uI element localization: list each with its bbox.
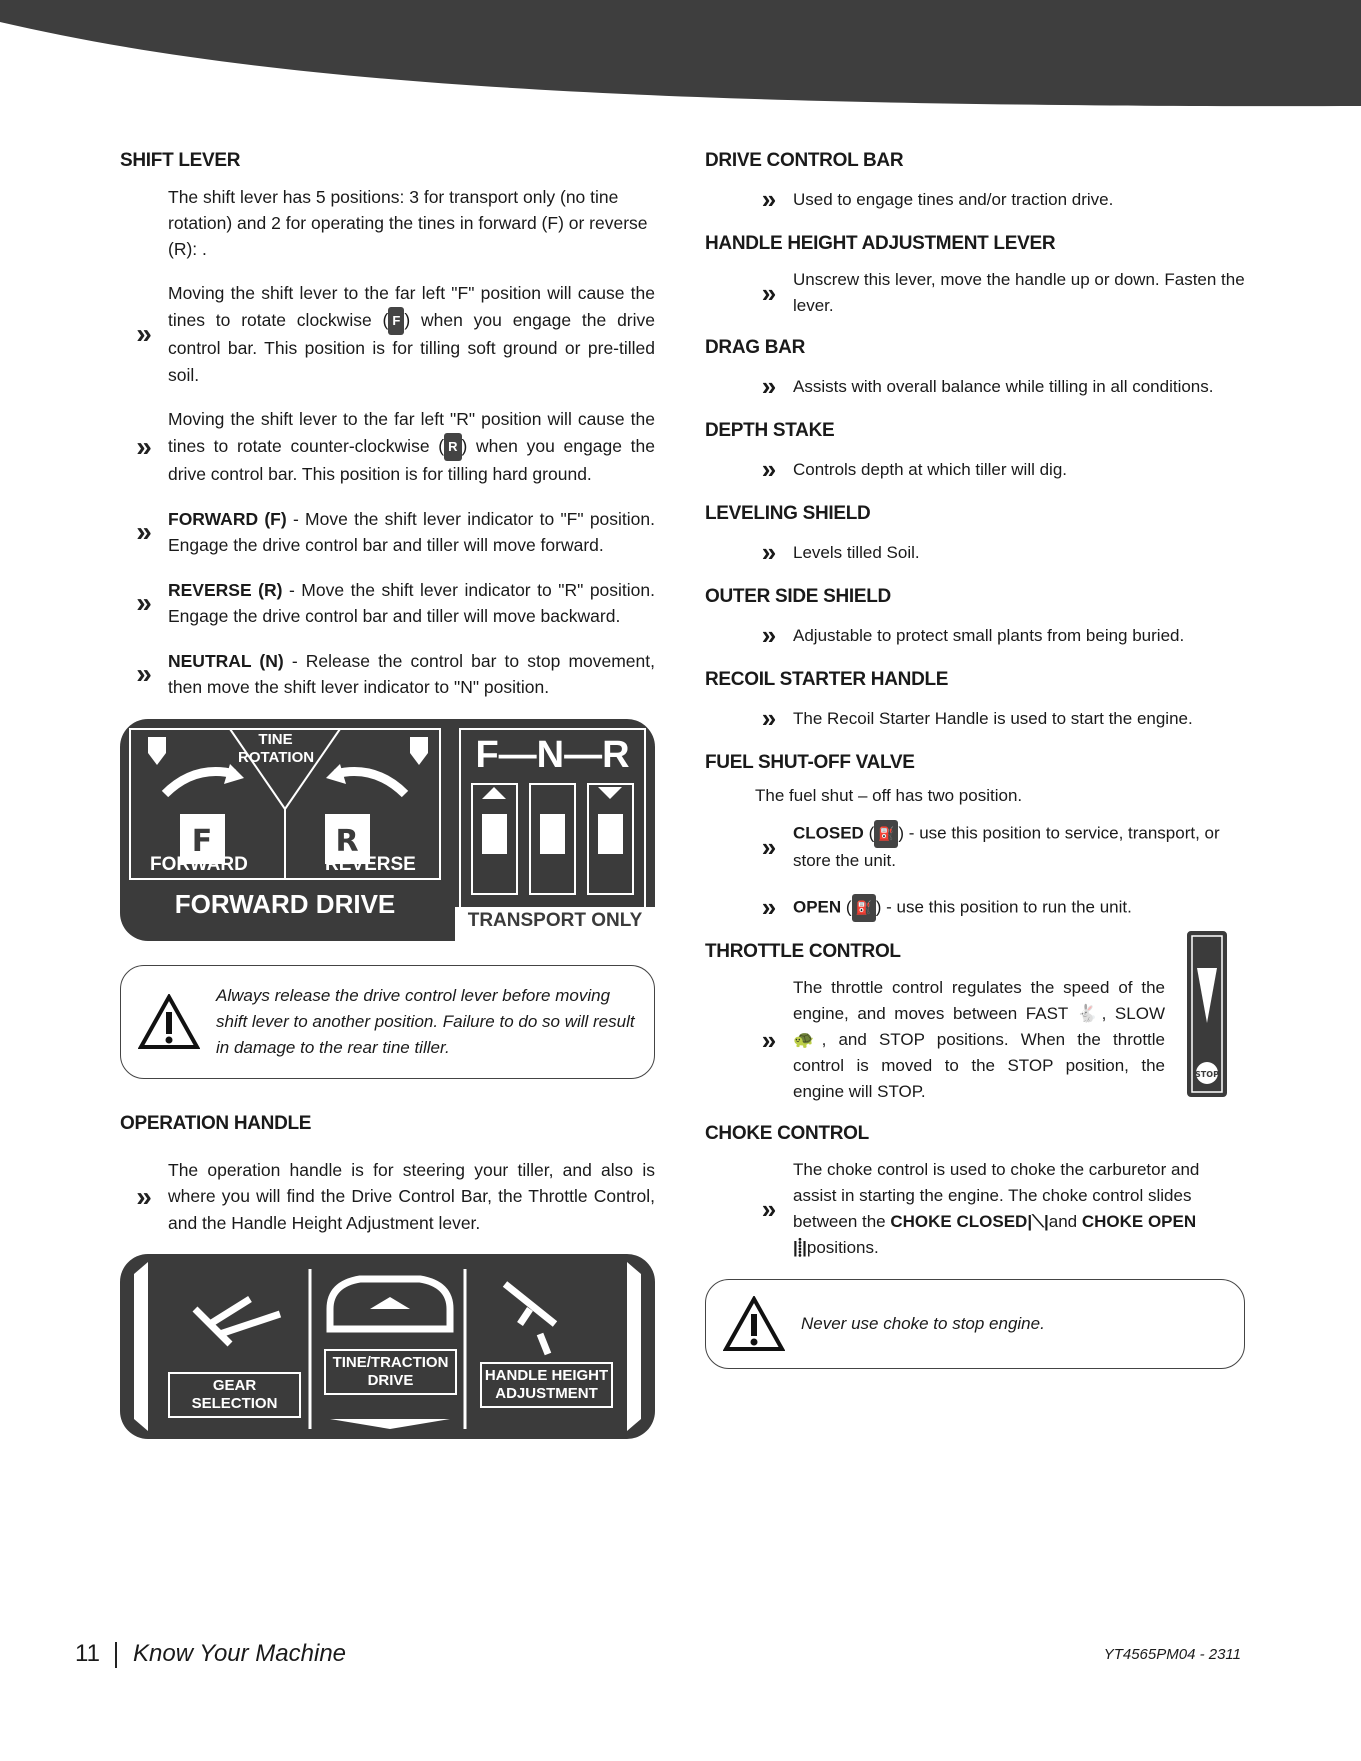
shift-lever-heading: SHIFT LEVER — [120, 150, 241, 171]
item-text: ) when you engage the drive control bar. This position is for tilling soft ground or pre-tilled soil. — [168, 309, 656, 385]
item-text: Used to engage tines and/or traction drive. — [793, 189, 1114, 209]
choke-closed-icon: |⟍| — [1027, 1212, 1049, 1231]
chevron-icon: » — [761, 892, 777, 922]
chevron-icon: » — [136, 516, 152, 548]
item-text: , and STOP positions. When the throttle control is moved to the STOP position, the engine will STOP. — [793, 1030, 1165, 1101]
list-item — [745, 184, 1245, 215]
item-text: ) - use this position to run the unit. — [875, 896, 1132, 916]
drive-control-heading: DRIVE CONTROL BAR — [705, 150, 904, 171]
throttle-heading: THROTTLE CONTROL — [705, 941, 901, 962]
handle-height-label: HANDLE HEIGHT ADJUSTMENT — [480, 1362, 613, 1408]
list-item — [745, 267, 1245, 319]
chevron-icon: » — [761, 703, 777, 733]
item-label: CLOSED — [793, 823, 864, 843]
list-item — [745, 975, 1165, 1105]
list-item — [745, 371, 1245, 402]
operation-handle-heading: OPERATION HANDLE — [120, 1112, 312, 1134]
svg-text:R: R — [335, 823, 359, 859]
item-text: Adjustable to protect small plants from being buried. — [793, 625, 1185, 645]
clockwise-icon: F — [388, 307, 404, 336]
page-number: 11 — [75, 1640, 100, 1667]
handle-decal — [120, 1254, 655, 1439]
fuel-valve-heading: FUEL SHUT-OFF VALVE — [705, 752, 915, 773]
counter-clockwise-icon: R — [444, 433, 461, 462]
item-label: OPEN — [793, 896, 842, 916]
list-item — [745, 703, 1245, 734]
chevron-icon: » — [761, 277, 777, 308]
fuel-intro: The fuel shut – off has two position. — [755, 786, 1023, 805]
forward-drive-label: FORWARD DRIVE — [174, 888, 396, 919]
gear-selection-label: GEAR SELECTION — [168, 1372, 301, 1418]
chevron-icon: » — [761, 371, 777, 401]
item-text: The throttle control regulates the speed of the engine, and moves between FAST — [793, 978, 1165, 1023]
item-text: - Release the control bar to stop movement, then move the shift lever indicator to "N" position. — [168, 650, 655, 698]
item-text: Controls depth at which tiller will dig. — [793, 459, 1068, 479]
item-text: positions. — [806, 1238, 879, 1257]
item-label: CHOKE CLOSED — [890, 1212, 1028, 1231]
item-text: Unscrew this lever, move the handle up or down. Fasten the lever. — [793, 270, 1245, 315]
reverse-label: REVERSE — [325, 853, 416, 875]
chevron-icon: » — [136, 587, 152, 619]
item-text: Moving the shift lever to the far left "R" position will cause the tines to rotate counter-clockwise ( — [168, 409, 655, 456]
warning-icon — [706, 1296, 801, 1352]
list-item — [745, 620, 1245, 651]
warning-box — [705, 1279, 1245, 1369]
shift-lever-intro: The shift lever has 5 positions: 3 for transport only (no tine rotation) and 2 for operating the tines in forward (F) or reverse (R): . — [168, 187, 648, 259]
list-item — [745, 454, 1245, 485]
document-code: YT4565PM04 - 2311 — [1103, 1646, 1241, 1663]
item-text: - Move the shift lever indicator to "R" position. Engage the drive control bar and tiller will move backward. — [168, 579, 656, 627]
footer-divider — [115, 1642, 117, 1668]
choke-heading: CHOKE CONTROL — [705, 1123, 869, 1144]
turtle-icon: 🐢 — [793, 1030, 822, 1049]
leveling-shield-heading: LEVELING SHIELD — [705, 503, 871, 524]
fnr-label: F—N—R — [475, 733, 630, 776]
warning-box — [120, 965, 655, 1079]
left-column — [120, 150, 655, 1439]
item-label: REVERSE (R) — [168, 579, 283, 600]
transport-only-label: TRANSPORT ONLY — [467, 909, 643, 931]
list-item — [120, 577, 655, 630]
depth-stake-heading: DEPTH STAKE — [705, 420, 835, 441]
svg-text:F: F — [191, 823, 213, 859]
item-text: Levels tilled Soil. — [793, 542, 920, 562]
item-text: Assists with overall balance while tilling in all conditions. — [793, 376, 1214, 396]
footer-title: Know Your Machine — [133, 1640, 347, 1667]
right-column — [705, 150, 1245, 1369]
outer-shield-heading: OUTER SIDE SHIELD — [705, 586, 891, 607]
chevron-icon: » — [761, 1193, 777, 1224]
item-text: , SLOW — [1101, 1004, 1165, 1023]
item-text: The operation handle is for steering your tiller, and also is where you will find the Drive Control Bar, the Throttle Control, and the Handle Height Adjustment lever. — [168, 1159, 655, 1233]
chevron-icon: » — [136, 1180, 152, 1212]
fuel-closed-icon: ⛽ — [874, 820, 898, 848]
item-text: ) - use this position to service, transport, or store the unit. — [793, 823, 1220, 870]
page-footer — [75, 1640, 1241, 1670]
list-item — [120, 406, 655, 488]
tine-traction-label: TINE/TRACTION DRIVE — [324, 1349, 457, 1395]
list-item — [120, 1157, 655, 1237]
forward-label: FORWARD — [150, 853, 248, 875]
choke-open-icon: |⸽| — [793, 1238, 807, 1257]
warning-icon — [121, 994, 216, 1050]
list-item — [745, 537, 1245, 568]
chevron-icon: » — [761, 831, 777, 862]
stop-label: STOP — [1195, 1070, 1219, 1079]
handle-height-heading: HANDLE HEIGHT ADJUSTMENT LEVER — [705, 233, 1056, 254]
throttle-decal — [1187, 931, 1227, 1097]
item-text: - Move the shift lever indicator to "F" position. Engage the drive control bar and tiller will move forward. — [168, 508, 656, 556]
item-text: The choke control is used to choke the carburetor and assist in starting the engine. The choke control slides between the — [793, 1160, 1200, 1231]
chevron-icon: » — [136, 430, 152, 462]
header-banner — [0, 0, 1361, 110]
item-text: Moving the shift lever to the far left "F" position will cause the tines to rotate clockwise ( — [168, 283, 655, 330]
rabbit-icon: 🐇 — [1076, 1004, 1102, 1023]
shift-decal — [120, 719, 655, 941]
chevron-icon: » — [136, 658, 152, 690]
drag-bar-heading: DRAG BAR — [705, 337, 805, 358]
recoil-starter-heading: RECOIL STARTER HANDLE — [705, 669, 949, 690]
item-text: and — [1048, 1212, 1082, 1231]
item-text: The Recoil Starter Handle is used to start the engine. — [793, 708, 1193, 728]
item-label: CHOKE OPEN — [1081, 1212, 1197, 1231]
warning-text: Always release the drive control lever before moving shift lever to another position. Failure to do so will result in damage to the rear tine tiller. — [216, 985, 635, 1057]
list-item — [745, 1157, 1245, 1261]
list-item: » CLOSED ( ⛽ ) - use this position to service, transport, or store the unit. — [745, 820, 1245, 874]
list-item — [120, 506, 655, 559]
chevron-icon: » — [761, 620, 777, 650]
list-item — [120, 648, 655, 701]
chevron-icon: » — [761, 1024, 777, 1055]
list-item — [120, 280, 655, 388]
item-label: FORWARD (F) — [168, 508, 287, 529]
chevron-icon: » — [761, 454, 777, 484]
chevron-icon: » — [761, 184, 777, 214]
fuel-open-icon: ⛽ — [852, 894, 876, 922]
tine-rotation-label: TINE ROTATION — [238, 730, 315, 766]
item-label: NEUTRAL (N) — [168, 650, 284, 671]
chevron-icon: » — [136, 318, 152, 350]
item-text: ) when you engage the drive control bar. This position is for tilling hard ground. — [168, 435, 655, 485]
list-item: » OPEN ( ⛽ ) - use this position to run the unit. — [745, 892, 1245, 923]
chevron-icon: » — [761, 537, 777, 567]
warning-text: Never use choke to stop engine. — [801, 1314, 1045, 1333]
